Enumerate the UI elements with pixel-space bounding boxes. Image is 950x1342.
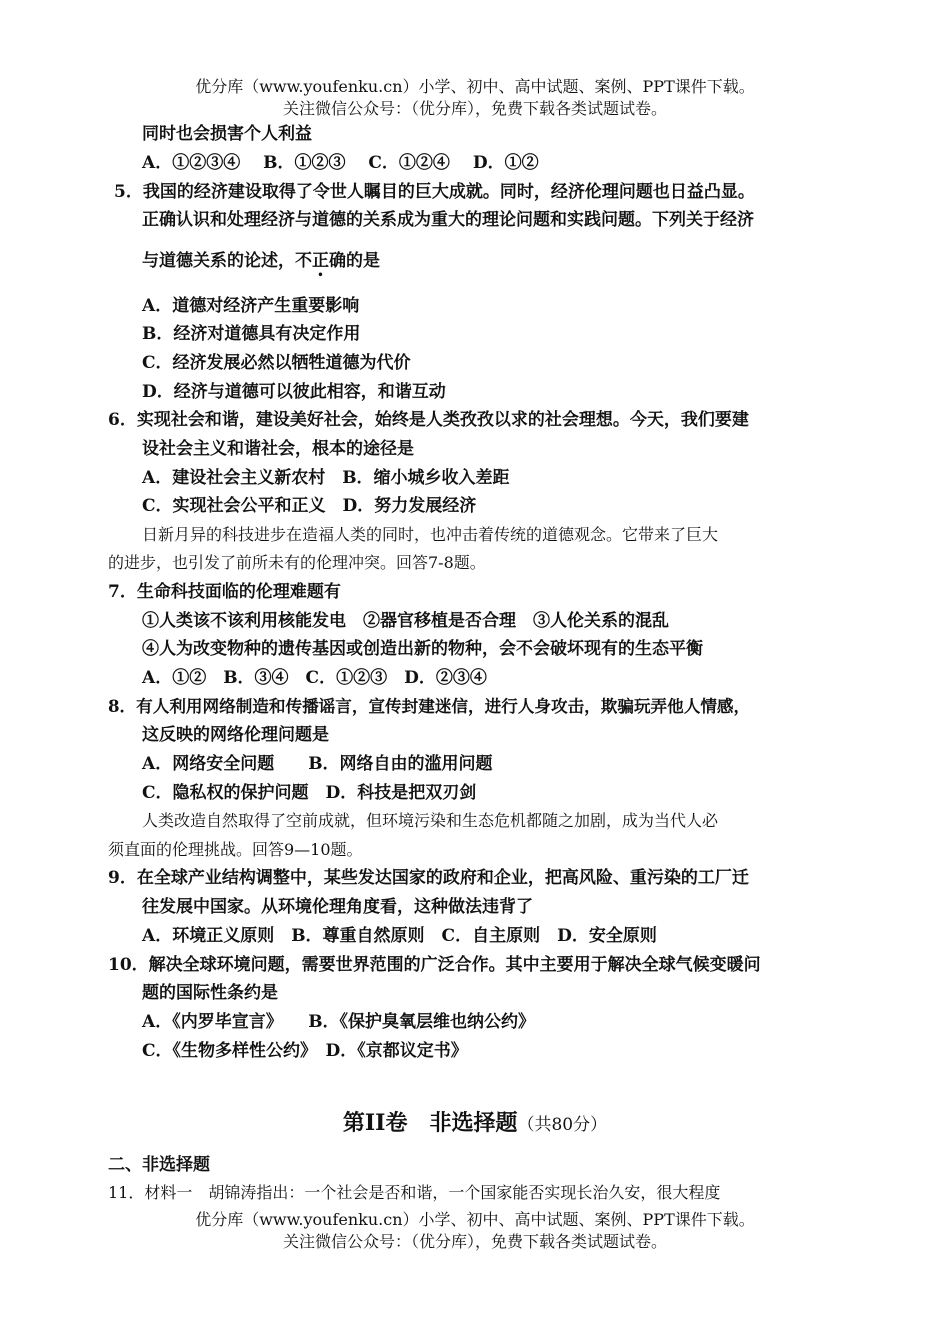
part-2-score: （共80分） <box>517 1115 608 1135</box>
section-heading: 二、非选择题 <box>108 1155 210 1175</box>
q6-stem-line-2: 设社会主义和谐社会，根本的途径是 <box>142 439 414 459</box>
q7-items-line-2: ④人为改变物种的遗传基因或创造出新的物种，会不会破坏现有的生态平衡 <box>142 639 703 659</box>
q10-options-cd: C．《生物多样性公约》 D．《京都议定书》 <box>142 1041 468 1061</box>
header-line-2: 关注微信公众号：（优分库），免费下载各类试题试卷。 <box>282 99 667 118</box>
part-2-title-text: 第II卷 非选择题 <box>342 1110 518 1136</box>
q6-stem-line-1: 6．实现社会和谐，建设美好社会，始终是人类孜孜以求的社会理想。今天，我们要建 <box>108 410 749 430</box>
q5-option-d: D．经济与道德可以彼此相容，和谐互动 <box>142 382 446 402</box>
passage-2-line-2: 须直面的伦理挑战。回答9—10题。 <box>108 840 363 859</box>
passage-2-line-1: 人类改造自然取得了空前成就，但环境污染和生态危机都随之加剧，成为当代人必 <box>142 811 719 830</box>
q5-stem-line-2: 正确认识和处理经济与道德的关系成为重大的理论问题和实践问题。下列关于经济 <box>142 210 754 230</box>
q7-stem: 7．生命科技面临的伦理难题有 <box>108 582 341 602</box>
header-line-1: 优分库（www.youfenku.cn）小学、初中、高中试题、案例、PPT课件下载。 <box>195 77 755 96</box>
q4-options: A．①②③④ B．①②③ C．①②④ D．①② <box>142 153 539 173</box>
q5-option-c: C．经济发展必然以牺牲道德为代价 <box>142 353 411 373</box>
q10-stem-line-2: 题的国际性条约是 <box>142 983 278 1003</box>
q5-emphasis-not-correct: 不正确 <box>295 251 346 271</box>
passage-1-line-1: 日新月异的科技进步在造福人类的同时，也冲击着传统的道德观念。它带来了巨大 <box>142 525 719 544</box>
q5-stem-line-1: 5．我国的经济建设取得了令世人瞩目的巨大成就。同时，经济伦理问题也日益凸显。 <box>114 182 755 202</box>
q7-options: A．①② B．③④ C．①②③ D．②③④ <box>142 668 487 688</box>
q10-stem-line-1: 10．解决全球环境问题，需要世界范围的广泛合作。其中主要用于解决全球气候变暖问 <box>108 955 761 975</box>
q9-options: A．环境正义原则 B．尊重自然原则 C．自主原则 D．安全原则 <box>142 926 657 946</box>
q10-options-ab: A．《内罗毕宣言》 B．《保护臭氧层维也纳公约》 <box>142 1012 536 1032</box>
q5-stem-line-3 <box>142 253 380 270</box>
footer-line-2: 关注微信公众号：（优分库），免费下载各类试题试卷。 <box>282 1232 667 1251</box>
q9-stem-line-1: 9．在全球产业结构调整中，某些发达国家的政府和企业，把高风险、重污染的工厂迁 <box>108 868 749 888</box>
footer-line-1: 优分库（www.youfenku.cn）小学、初中、高中试题、案例、PPT课件下载。 <box>195 1210 755 1229</box>
q4-stem-tail: 同时也会损害个人利益 <box>142 124 312 144</box>
q8-options-cd: C．隐私权的保护问题 D．科技是把双刃剑 <box>142 783 477 803</box>
q6-options-cd: C．实现社会公平和正义 D．努力发展经济 <box>142 496 477 516</box>
part-2-title <box>0 1112 950 1134</box>
q9-stem-line-2: 往发展中国家。从环境伦理角度看，这种做法违背了 <box>142 897 533 917</box>
q11-stem-line-1: 11．材料一 胡锦涛指出：一个社会是否和谐，一个国家能否实现长治久安，很大程度 <box>108 1183 721 1202</box>
q8-stem-line-1: 8．有人利用网络制造和传播谣言，宣传封建迷信，进行人身攻击，欺骗玩弄他人情感， <box>108 696 751 716</box>
q6-options-ab: A．建设社会主义新农村 B．缩小城乡收入差距 <box>142 468 510 488</box>
q5-stem-post: 的是 <box>346 251 380 271</box>
q5-option-a: A．道德对经济产生重要影响 <box>142 296 360 316</box>
q5-option-b: B．经济对道德具有决定作用 <box>142 324 361 344</box>
q7-items-line-1: ①人类该不该利用核能发电 ②器官移植是否合理 ③人伦关系的混乱 <box>142 611 669 631</box>
q8-options-ab: A．网络安全问题 B．网络自由的滥用问题 <box>142 754 493 774</box>
q5-stem-pre: 与道德关系的论述， <box>142 251 295 271</box>
q8-stem-line-2: 这反映的网络伦理问题是 <box>142 725 329 745</box>
passage-1-line-2: 的进步，也引发了前所未有的伦理冲突。回答7-8题。 <box>108 553 486 572</box>
